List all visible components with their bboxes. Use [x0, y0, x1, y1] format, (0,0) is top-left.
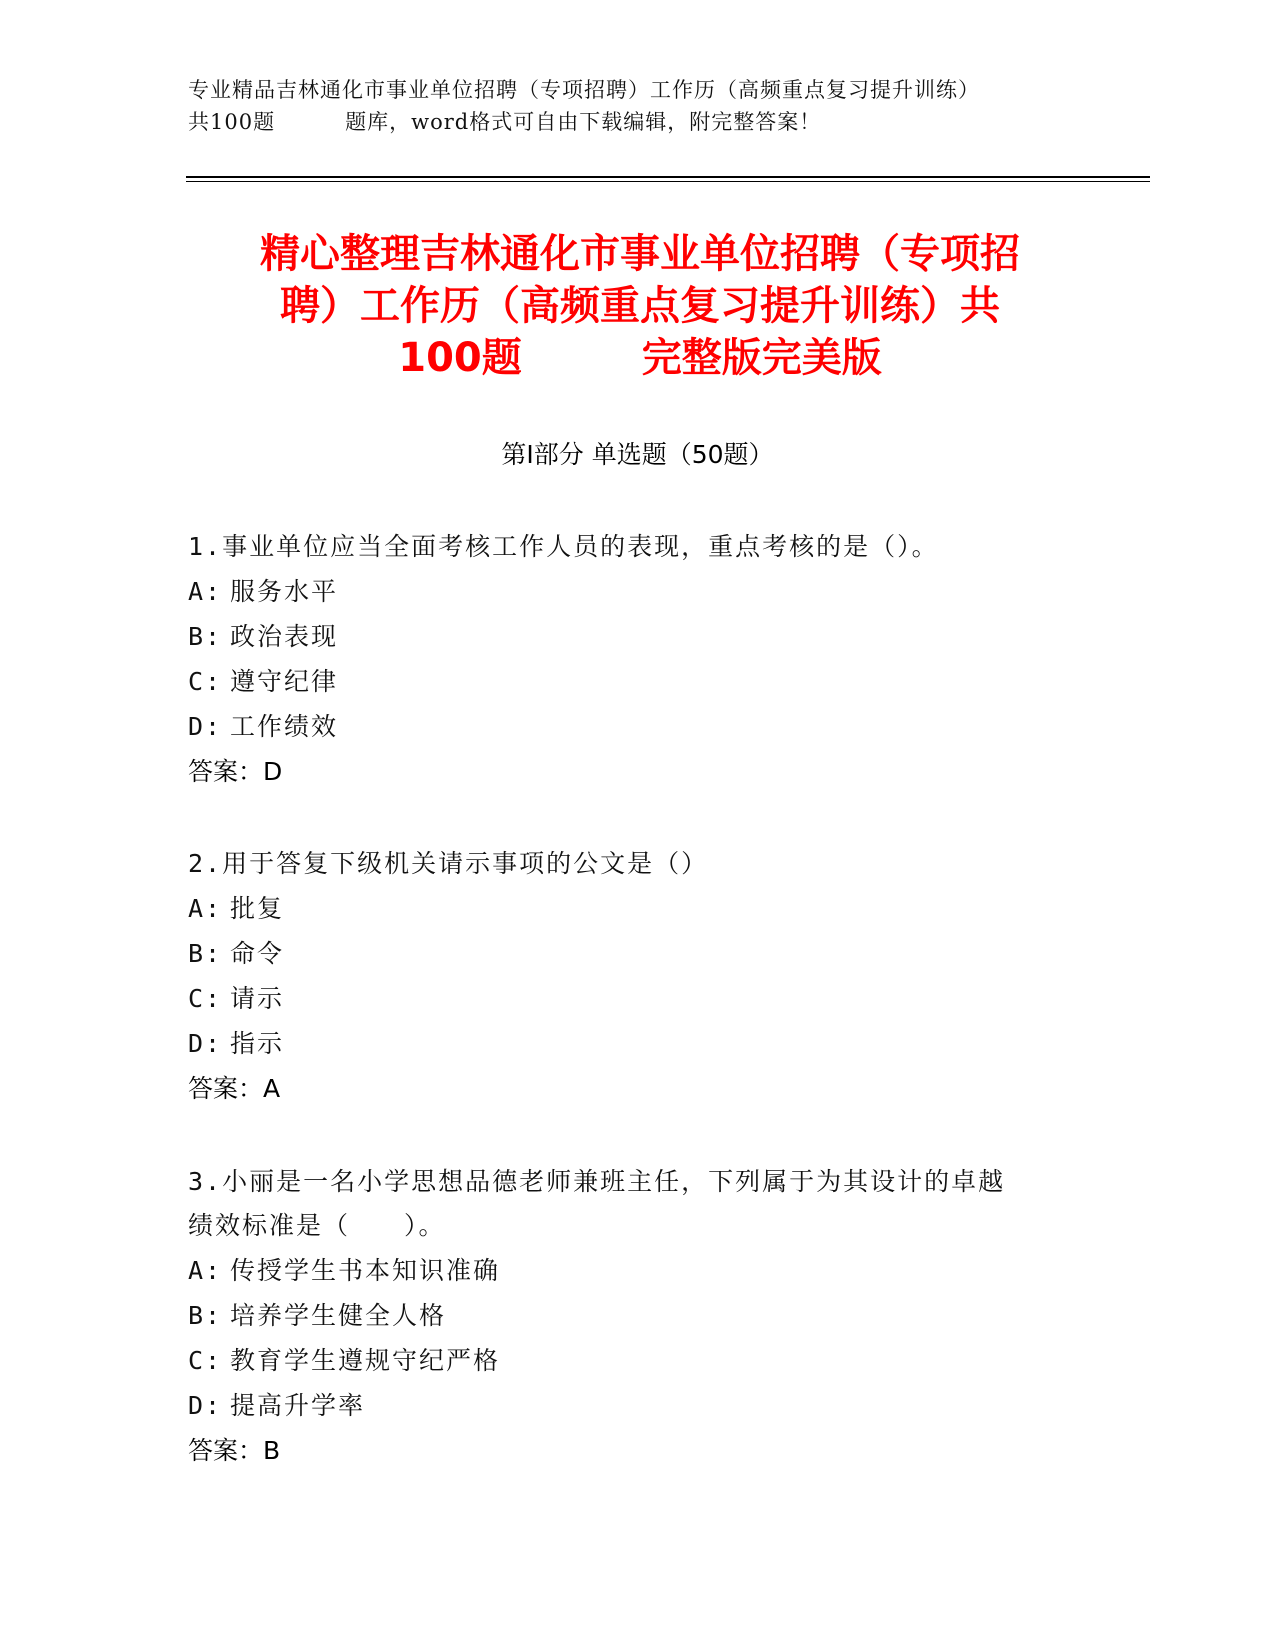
title-line-2: 聘）工作历（高频重点复习提升训练）共: [280, 283, 1000, 329]
header-divider-thick: [186, 176, 1150, 178]
option-letter: C:: [188, 984, 223, 1013]
section-title: 第Ⅰ部分 单选题（50题）: [501, 440, 774, 469]
header-line-2: [188, 106, 1088, 138]
option-letter: A:: [188, 1256, 223, 1285]
option-text: 指示: [230, 1029, 285, 1058]
question-1: [188, 525, 1068, 794]
question-stem-line-1: 3.小丽是一名小学思想品德老师兼班主任，下列属于为其设计的卓越: [188, 1167, 1006, 1196]
option-letter: B:: [188, 1301, 223, 1330]
option-text: 命令: [230, 939, 285, 968]
option-text: 批复: [230, 894, 285, 923]
title-line-1: 精心整理吉林通化市事业单位招聘（专项招: [260, 231, 1020, 277]
question-2: [188, 842, 1068, 1111]
question-3: [188, 1160, 1068, 1473]
option-letter: D:: [188, 712, 223, 741]
option-b: [188, 614, 1068, 659]
header-divider-thin: [186, 181, 1150, 182]
option-letter: C:: [188, 667, 223, 696]
header-line-1: 专业精品吉林通化市事业单位招聘（专项招聘）工作历（高频重点复习提升训练）: [188, 78, 980, 102]
answer-label: 答案：B: [188, 1436, 281, 1465]
option-letter: C:: [188, 1346, 223, 1375]
option-text: 提高升学率: [230, 1391, 366, 1420]
option-c: [188, 976, 1068, 1021]
option-text: 服务水平: [230, 577, 339, 606]
question-stem: 1.事业单位应当全面考核工作人员的表现，重点考核的是（）。: [188, 532, 939, 561]
option-a: [188, 1248, 1068, 1293]
option-letter: A:: [188, 894, 223, 923]
option-text: 传授学生书本知识准确: [230, 1256, 501, 1285]
option-a: [188, 569, 1068, 614]
option-d: [188, 1021, 1068, 1066]
answer-label: 答案：A: [188, 1074, 281, 1103]
option-a: [188, 886, 1068, 931]
title-count: 100题: [398, 335, 522, 381]
document-title: [190, 228, 1090, 384]
option-text: 遵守纪律: [230, 667, 339, 696]
option-b: [188, 931, 1068, 976]
header-note: [188, 74, 1088, 138]
question-stem-line-2: 绩效标准是（ ）。: [188, 1211, 446, 1240]
option-letter: B:: [188, 939, 223, 968]
option-letter: D:: [188, 1391, 223, 1420]
option-d: [188, 704, 1068, 749]
question-stem: 2.用于答复下级机关请示事项的公文是（）: [188, 849, 709, 878]
header-question-count: 共100题: [188, 110, 276, 134]
option-text: 请示: [230, 984, 285, 1013]
option-letter: D:: [188, 1029, 223, 1058]
option-d: [188, 1383, 1068, 1428]
option-text: 政治表现: [230, 622, 339, 651]
answer-label: 答案：D: [188, 757, 283, 786]
option-text: 工作绩效: [230, 712, 339, 741]
option-letter: A:: [188, 577, 223, 606]
option-text: 培养学生健全人格: [230, 1301, 447, 1330]
header-download-note: 题库，word格式可自由下载编辑，附完整答案！: [345, 110, 822, 134]
option-letter: B:: [188, 622, 223, 651]
title-edition: 完整版完美版: [641, 335, 882, 381]
option-c: [188, 1338, 1068, 1383]
title-line-3: [190, 332, 1090, 384]
option-b: [188, 1293, 1068, 1338]
option-c: [188, 659, 1068, 704]
option-text: 教育学生遵规守纪严格: [230, 1346, 501, 1375]
